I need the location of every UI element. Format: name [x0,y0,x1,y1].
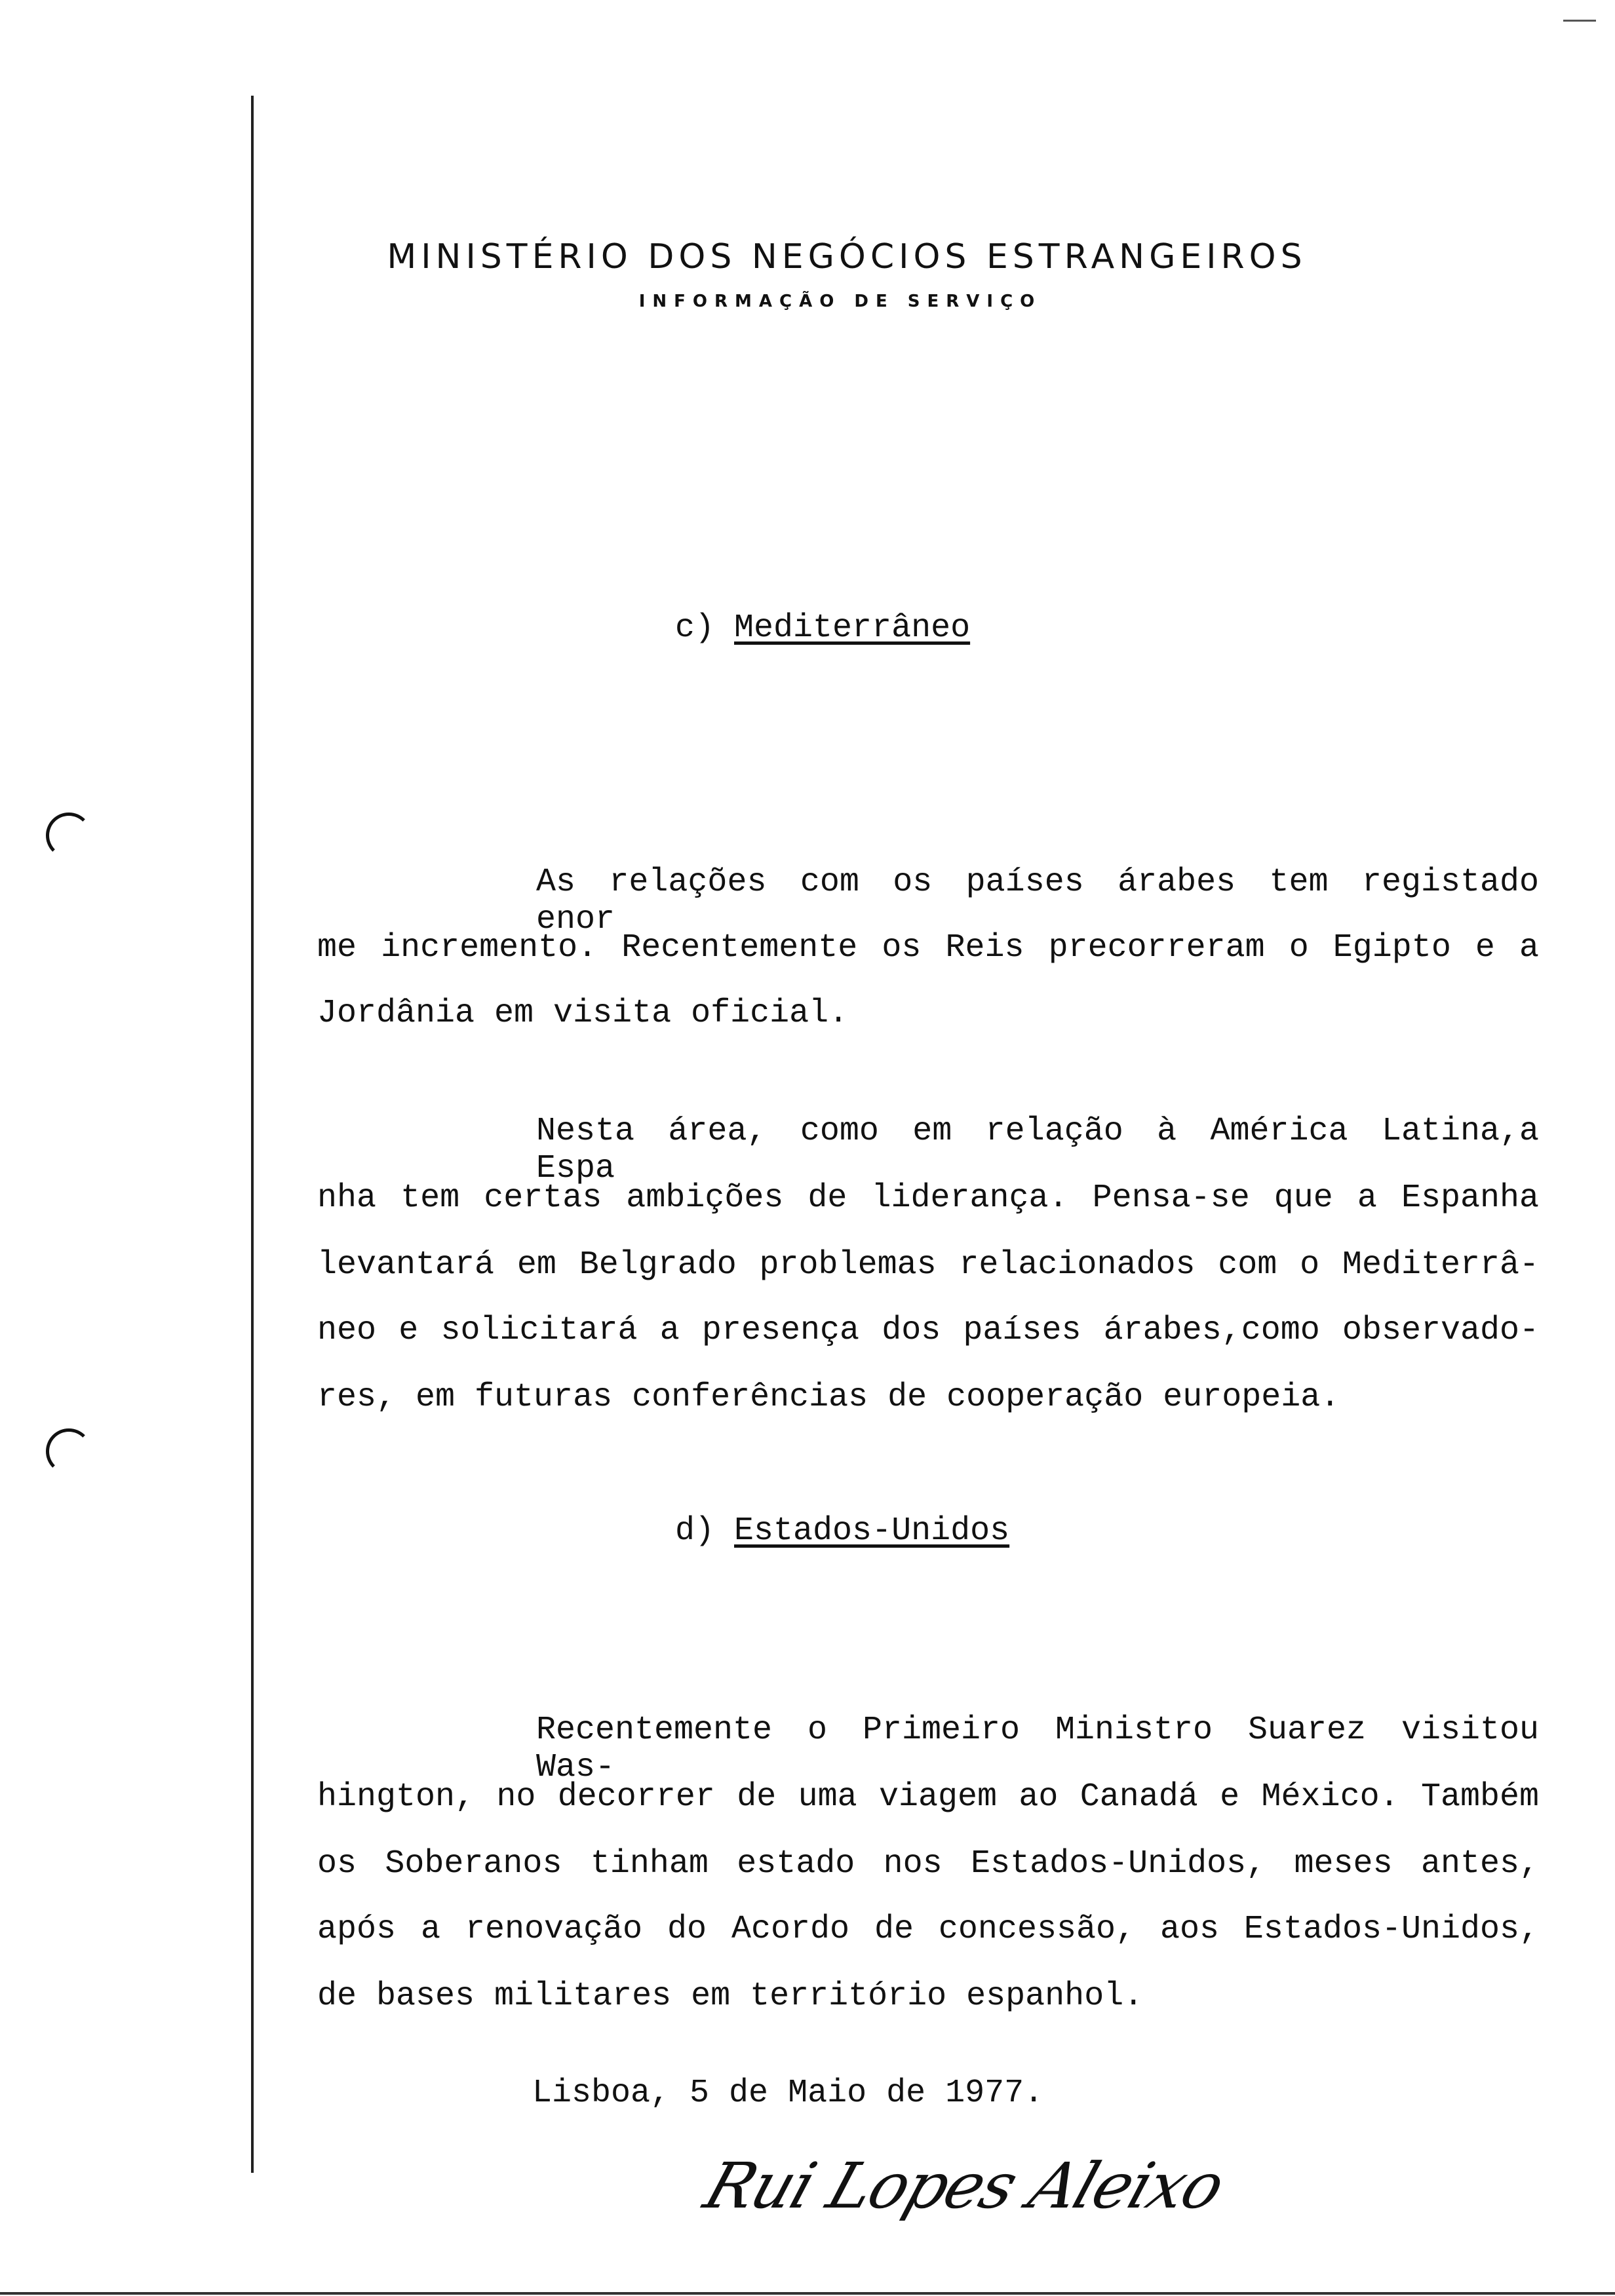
text-line: neo e solicitará a presença dos países árabes,como observado- [317,1312,1539,1349]
punch-hole [46,813,92,858]
document-type: INFORMAÇÃO DE SERVIÇO [638,292,1042,311]
section-d-heading [675,1512,1009,1550]
scan-mark [1563,20,1596,22]
text-line: Jordânia em visita oficial. [317,995,849,1032]
text-line: levantará em Belgrado problemas relacionados com o Mediterrâ- [317,1246,1539,1284]
text-line: de bases militares em território espanhol. [317,1978,1144,2015]
section-title: Estados-Unidos [734,1512,1010,1550]
handwritten-signature: Rui Lopes Aleixo [695,2149,1233,2223]
punch-hole [46,1428,92,1474]
margin-line [251,96,254,2173]
bottom-edge-line [0,2292,1615,2295]
section-title: Mediterrâneo [734,609,971,647]
text-line: Nesta área, como em relação à América Latina,a Espa [536,1113,1539,1187]
text-line: hington, no decorrer de uma viagem ao Canadá e México. Também [317,1778,1539,1816]
section-label: d) [675,1512,715,1550]
text-line: me incremento. Recentemente os Reis precorreram o Egipto e a [317,929,1539,966]
text-line: nha tem certas ambições de liderança. Pensa-se que a Espanha [317,1179,1539,1217]
text-line: res, em futuras conferências de cooperação europeia. [317,1379,1340,1416]
section-label: c) [675,609,715,647]
ministry-title: MINISTÉRIO DOS NEGÓCIOS ESTRANGEIROS [387,237,1307,277]
text-line: Recentemente o Primeiro Ministro Suarez visitou Was- [536,1712,1539,1786]
text-line: após a renovação do Acordo de concessão, aos Estados-Unidos, [317,1911,1539,1948]
text-line: As relações com os países árabes tem registado enor [536,864,1539,938]
place-date: Lisboa, 5 de Maio de 1977. [532,2075,1044,2112]
text-line: os Soberanos tinham estado nos Estados-Unidos, meses antes, [317,1845,1539,1883]
section-c-heading [675,609,970,647]
